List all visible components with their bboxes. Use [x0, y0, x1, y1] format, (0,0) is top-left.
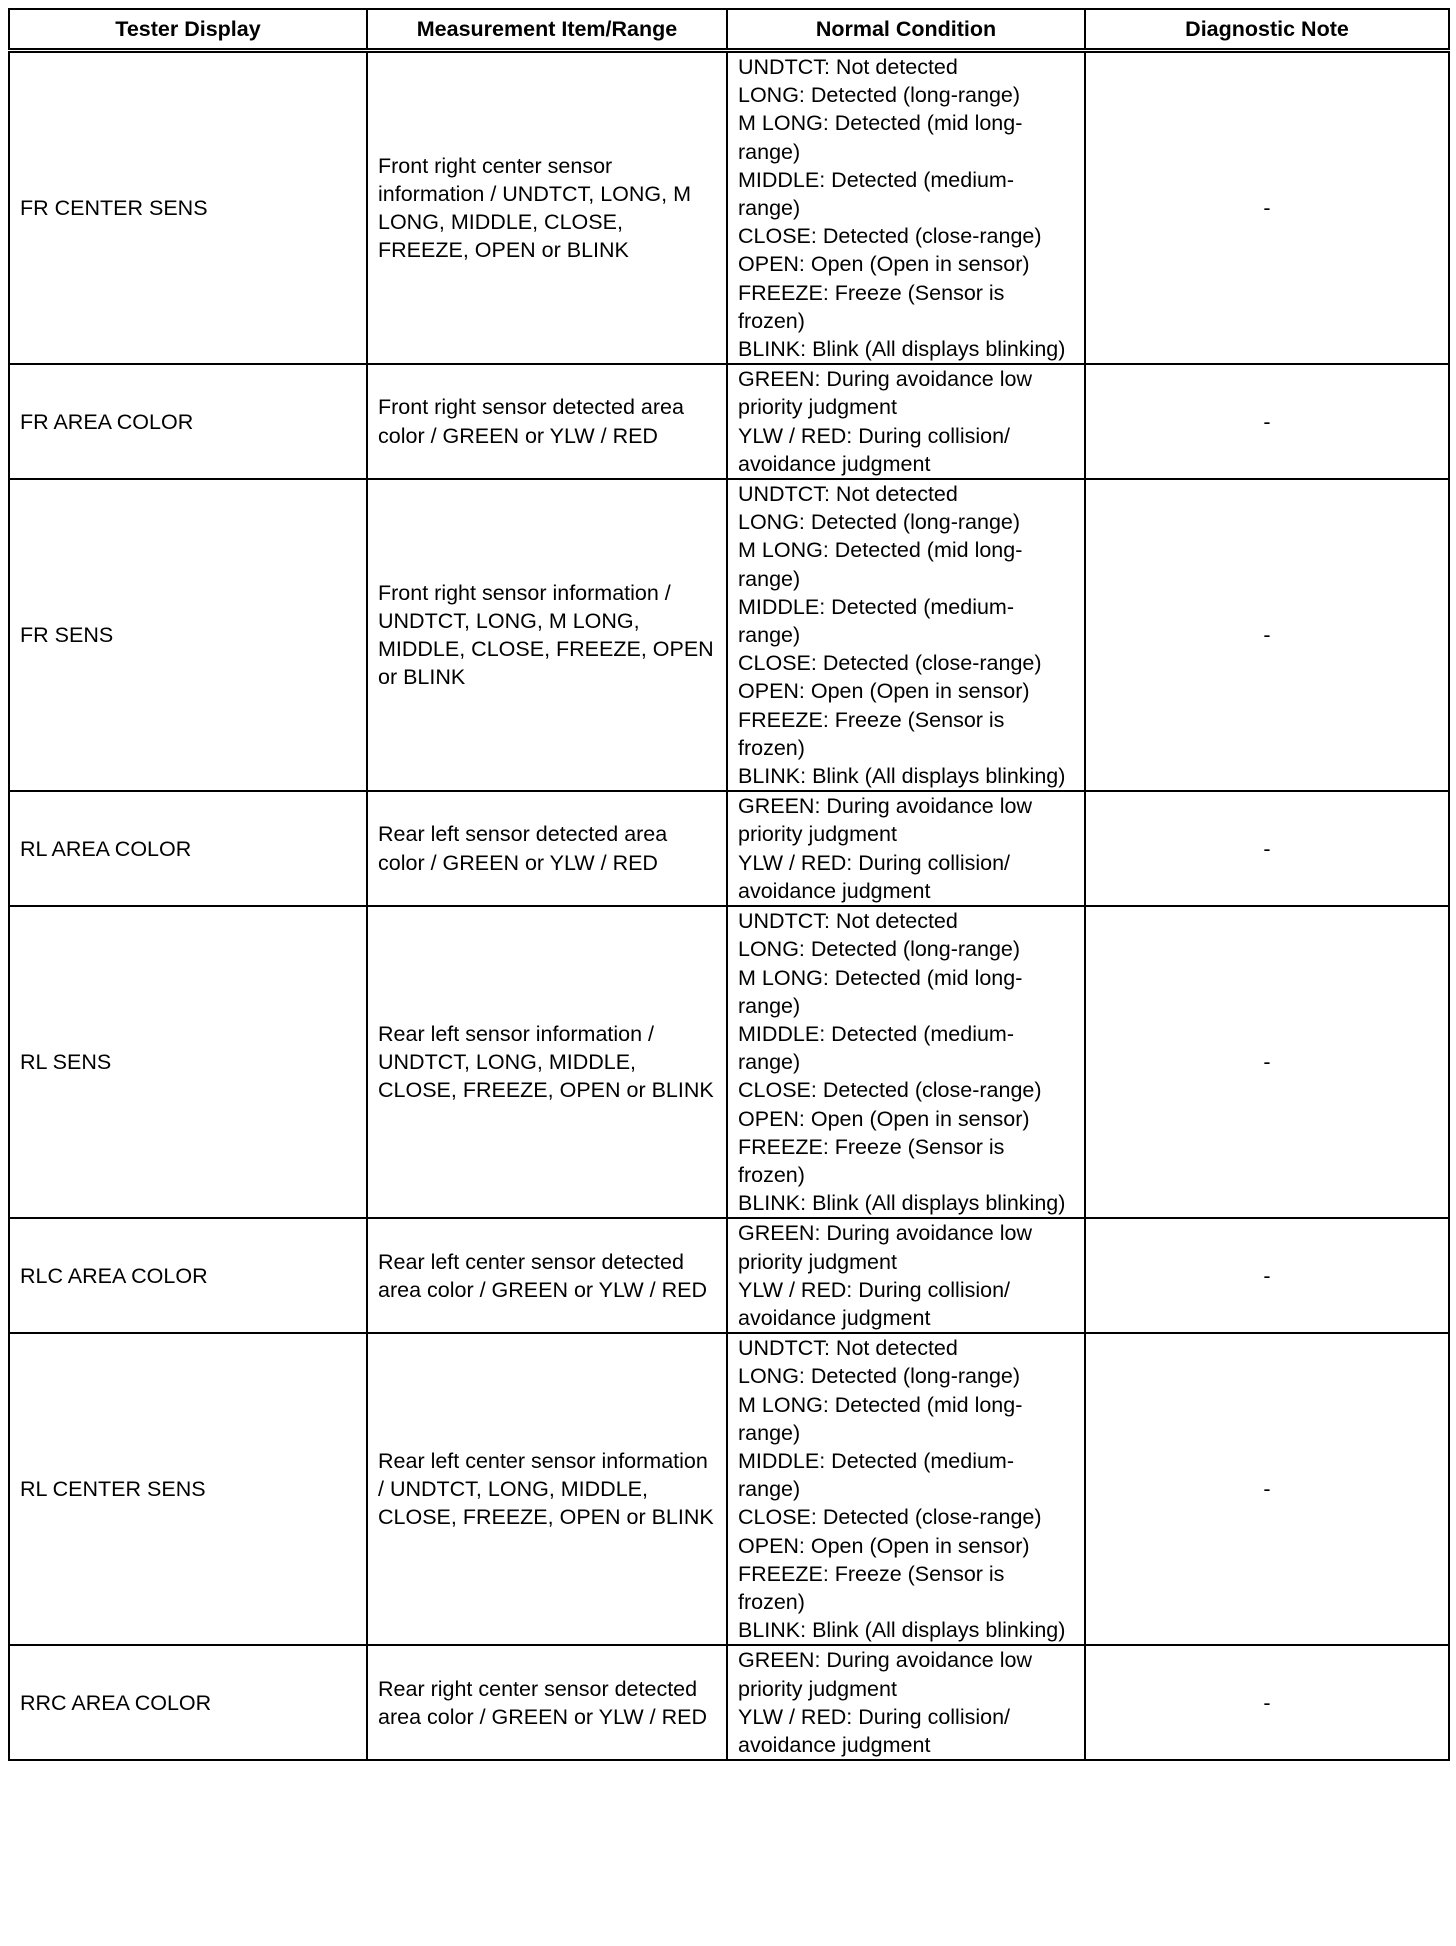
- diagnostic-note-cell: -: [1085, 906, 1449, 1218]
- condition-line: YLW / RED: During collision/ avoidance judgment: [738, 1277, 1011, 1330]
- measurement-range-cell: Front right sensor information / UNDTCT, LONG, M LONG, MIDDLE, CLOSE, FREEZE, OPEN or BLINK: [367, 479, 727, 791]
- condition-line: BLINK: Blink (All displays blinking): [738, 764, 1066, 789]
- normal-condition-cell: [727, 906, 1085, 1218]
- diagnostic-data-table: [8, 8, 1450, 1761]
- condition-line: CLOSE: Detected (close-range): [738, 224, 1042, 249]
- condition-line: OPEN: Open (Open in sensor): [738, 1106, 1030, 1131]
- condition-line: CLOSE: Detected (close-range): [738, 1078, 1042, 1103]
- condition-line: FREEZE: Freeze (Sensor is frozen): [738, 1561, 1005, 1614]
- condition-line: LONG: Detected (long-range): [738, 1364, 1021, 1389]
- table-body: [9, 51, 1449, 1761]
- condition-line: UNDTCT: Not detected: [738, 909, 958, 934]
- normal-condition-cell: [727, 51, 1085, 365]
- condition-line: FREEZE: Freeze (Sensor is frozen): [738, 707, 1005, 760]
- condition-line: CLOSE: Detected (close-range): [738, 651, 1042, 676]
- normal-condition-cell: [727, 1333, 1085, 1645]
- condition-line: GREEN: During avoidance low priority judgment: [738, 1221, 1032, 1274]
- tester-display-cell: FR SENS: [9, 479, 367, 791]
- condition-line: MIDDLE: Detected (medium-range): [738, 1021, 1014, 1075]
- condition-line: BLINK: Blink (All displays blinking): [738, 1191, 1066, 1216]
- tester-display-cell: RL AREA COLOR: [9, 791, 367, 906]
- table-row: [9, 791, 1449, 906]
- condition-line: YLW / RED: During collision/ avoidance judgment: [738, 1704, 1011, 1757]
- header-row: [9, 9, 1449, 51]
- condition-line: M LONG: Detected (mid long-range): [738, 111, 1023, 164]
- measurement-range-cell: Rear left center sensor information / UNDTCT, LONG, MIDDLE, CLOSE, FREEZE, OPEN or BLINK: [367, 1333, 727, 1645]
- header-tester-display: Tester Display: [9, 9, 367, 51]
- condition-line: OPEN: Open (Open in sensor): [738, 252, 1030, 277]
- table-header: [9, 9, 1449, 51]
- condition-line: M LONG: Detected (mid long-range): [738, 538, 1023, 591]
- condition-line: MIDDLE: Detected (medium-range): [738, 594, 1014, 648]
- condition-line: MIDDLE: Detected (medium-range): [738, 1448, 1014, 1502]
- measurement-range-cell: Front right sensor detected area color / GREEN or YLW / RED: [367, 364, 727, 479]
- table-row: [9, 51, 1449, 365]
- condition-line: LONG: Detected (long-range): [738, 83, 1021, 108]
- tester-display-cell: RL SENS: [9, 906, 367, 1218]
- header-diagnostic-note: Diagnostic Note: [1085, 9, 1449, 51]
- tester-display-cell: RL CENTER SENS: [9, 1333, 367, 1645]
- condition-line: GREEN: During avoidance low priority judgment: [738, 794, 1032, 847]
- condition-line: BLINK: Blink (All displays blinking): [738, 337, 1066, 362]
- diagnostic-note-cell: -: [1085, 791, 1449, 906]
- condition-line: UNDTCT: Not detected: [738, 55, 958, 79]
- header-normal-condition: Normal Condition: [727, 9, 1085, 51]
- diagnostic-note-cell: -: [1085, 1333, 1449, 1645]
- condition-line: M LONG: Detected (mid long-range): [738, 965, 1023, 1018]
- tester-display-cell: RRC AREA COLOR: [9, 1645, 367, 1760]
- table-row: [9, 479, 1449, 791]
- tester-display-cell: RLC AREA COLOR: [9, 1218, 367, 1333]
- measurement-range-cell: Rear left sensor information / UNDTCT, LONG, MIDDLE, CLOSE, FREEZE, OPEN or BLINK: [367, 906, 727, 1218]
- diagnostic-note-cell: -: [1085, 479, 1449, 791]
- condition-line: OPEN: Open (Open in sensor): [738, 1533, 1030, 1558]
- condition-line: GREEN: During avoidance low priority judgment: [738, 367, 1032, 420]
- tester-display-cell: FR AREA COLOR: [9, 364, 367, 479]
- diagnostic-note-cell: -: [1085, 1218, 1449, 1333]
- diagnostic-note-cell: -: [1085, 51, 1449, 365]
- condition-line: YLW / RED: During collision/ avoidance judgment: [738, 423, 1011, 476]
- condition-line: FREEZE: Freeze (Sensor is frozen): [738, 1134, 1005, 1187]
- condition-line: CLOSE: Detected (close-range): [738, 1505, 1042, 1530]
- table-row: [9, 364, 1449, 479]
- normal-condition-cell: [727, 364, 1085, 479]
- condition-line: BLINK: Blink (All displays blinking): [738, 1618, 1066, 1643]
- condition-line: FREEZE: Freeze (Sensor is frozen): [738, 280, 1005, 333]
- diagnostic-note-cell: -: [1085, 364, 1449, 479]
- condition-line: YLW / RED: During collision/ avoidance judgment: [738, 850, 1011, 903]
- measurement-range-cell: Front right center sensor information / UNDTCT, LONG, M LONG, MIDDLE, CLOSE, FREEZE, OPEN or BLINK: [367, 51, 727, 365]
- normal-condition-cell: [727, 1218, 1085, 1333]
- condition-line: OPEN: Open (Open in sensor): [738, 679, 1030, 704]
- diagnostic-note-cell: -: [1085, 1645, 1449, 1760]
- table-row: [9, 1333, 1449, 1645]
- table-row: [9, 1645, 1449, 1760]
- measurement-range-cell: Rear right center sensor detected area color / GREEN or YLW / RED: [367, 1645, 727, 1760]
- condition-line: LONG: Detected (long-range): [738, 510, 1021, 535]
- measurement-range-cell: Rear left center sensor detected area color / GREEN or YLW / RED: [367, 1218, 727, 1333]
- header-measurement-item-range: Measurement Item/Range: [367, 9, 727, 51]
- condition-line: LONG: Detected (long-range): [738, 937, 1021, 962]
- condition-line: UNDTCT: Not detected: [738, 482, 958, 507]
- measurement-range-cell: Rear left sensor detected area color / GREEN or YLW / RED: [367, 791, 727, 906]
- table-row: [9, 1218, 1449, 1333]
- normal-condition-cell: [727, 791, 1085, 906]
- normal-condition-cell: [727, 479, 1085, 791]
- condition-line: GREEN: During avoidance low priority judgment: [738, 1648, 1032, 1701]
- table-row: [9, 906, 1449, 1218]
- condition-line: M LONG: Detected (mid long-range): [738, 1392, 1023, 1445]
- normal-condition-cell: [727, 1645, 1085, 1760]
- condition-line: UNDTCT: Not detected: [738, 1336, 958, 1361]
- condition-line: MIDDLE: Detected (medium-range): [738, 167, 1014, 221]
- tester-display-cell: FR CENTER SENS: [9, 51, 367, 365]
